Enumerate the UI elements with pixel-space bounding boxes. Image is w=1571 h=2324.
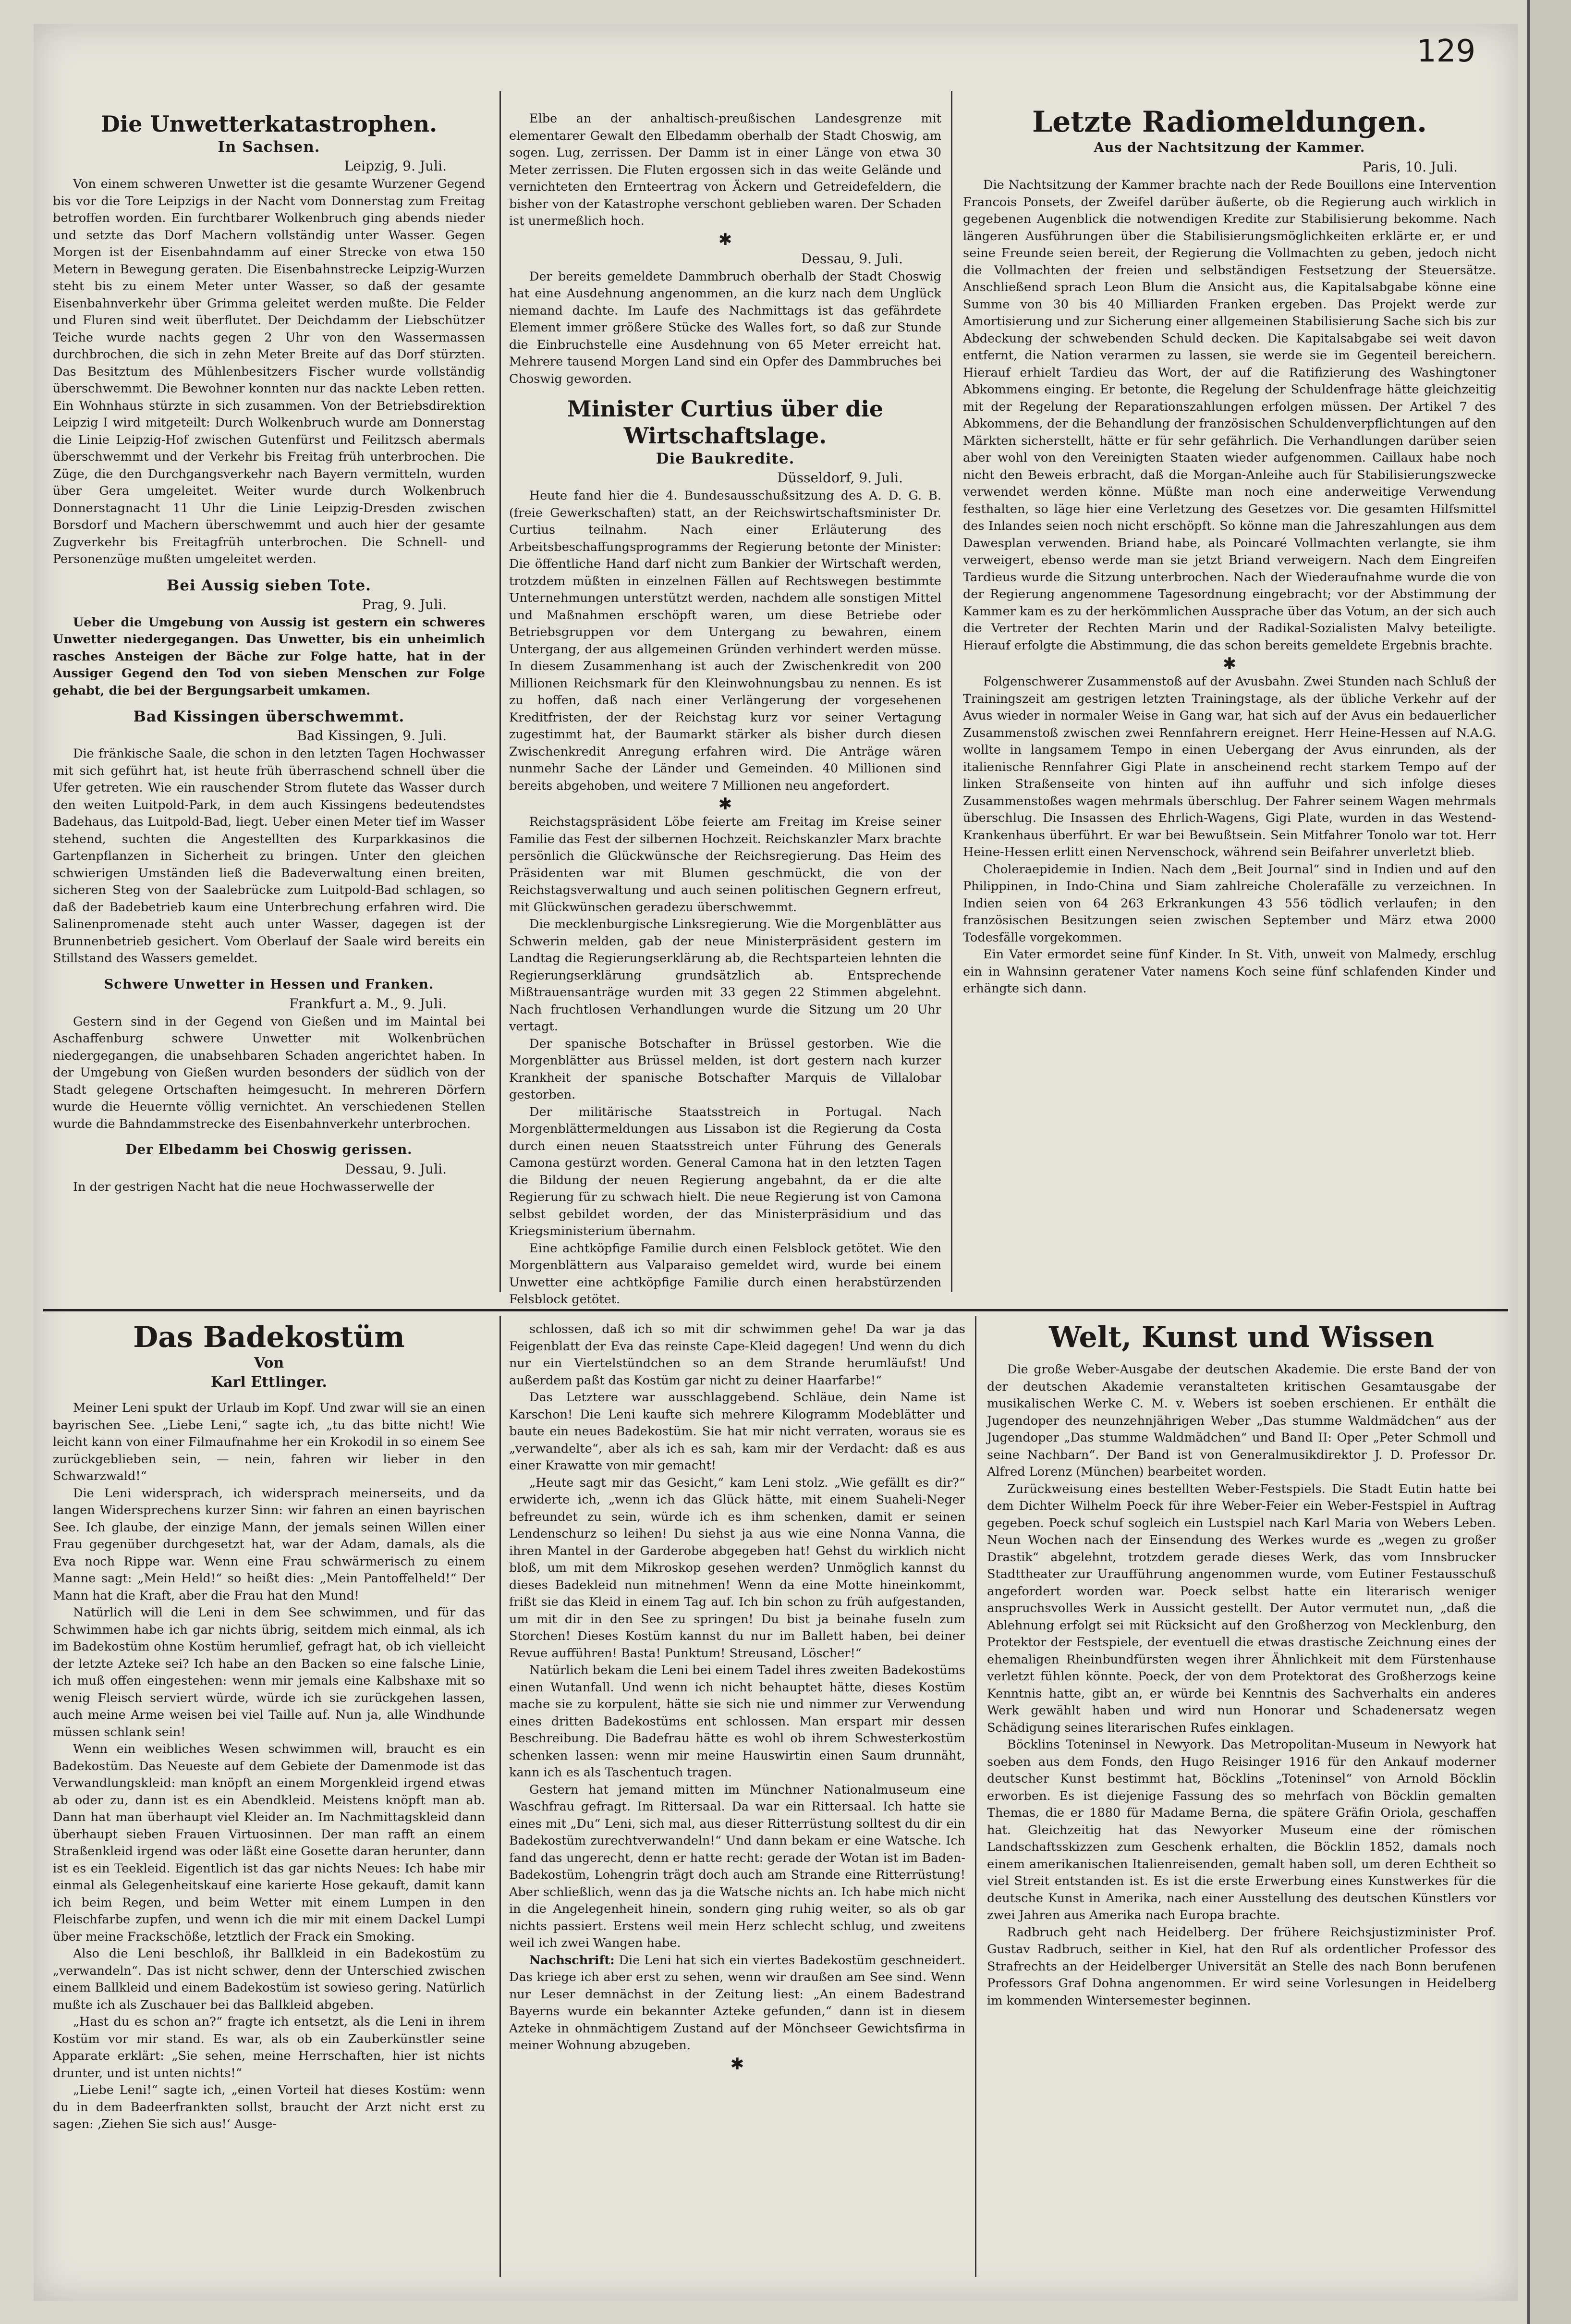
separator-star: ✱ [718,230,732,249]
column-feuilleton-left [53,1321,485,2282]
article-subheading: In Sachsen. [218,138,320,156]
dateline: Bad Kissingen, 9. Juli. [297,728,447,744]
article-heading: Die Unwetterkatastrophen. [100,111,438,137]
separator-star: ✱ [718,795,732,814]
article-paragraph: Der militärische Staatsstreich in Portugal. Nach Morgenblättermeldungen aus Lissabon ist die Regierung da Costa durch einen neuen Staatsstreich unter Führung des Generals Camona gestürzt worden. General Camona hat in den letzten Tagen die Bildung der neuen Regierung angebahnt, da er die alte Regierung für zu schwach hielt. Die neue Regierung ist von Camona selbst gebildet worden, der das Ministerpräsidium und das Kriegsministerium übernahm. [509,1104,941,1238]
article-paragraph: Choleraepidemie in Indien. Nach dem „Beit Journal“ sind in Indien und auf den Philippinen, in Indo-China und Siam zahlreiche Cholerafälle zu verzeichnen. In Indien seien von 64 263 Erkrankungen 43 556 tödlich verlaufen; in den französischen Besitzungen seien zwischen September und März etwa 2000 Todesfälle vorgekommen. [963,862,1496,945]
column-world-art-science [987,1321,1496,2282]
article-paragraph: Das Letztere war ausschlaggebend. Schläue, dein Name ist Karschon! Die Leni kaufte sich mehrere Kilogramm Modeblätter und baute ein neues Badekostüm. Sie hat mir nicht verraten, woraus sie es „verwandelte“, aber als ich es sah, kam mir der Verdacht: daß es aus einer Krawatte von mir gemacht! [509,1390,965,1473]
article-paragraph: Eine achtköpfige Familie durch einen Felsblock getötet. Wie den Morgenblättern aus Valparaiso gemeldet wird, wurde bei einem Unwetter eine achtköpfige Familie durch einen herabstürzenden Felsblock getötet. [509,1241,941,1307]
binding-edge [1527,0,1571,2324]
article-heading: Minister Curtius über die Wirtschaftslage. [567,396,884,449]
article-paragraph: Also die Leni beschloß, ihr Ballkleid in ein Badekostüm zu „verwandeln“. Das ist nicht schwer, denn der Unterschied zwischen einem Ballkleid und einem Badekostüm ist sowieso gering. Natürlich mußte ich als Zuschauer bei das Ballkleid abgeben. [53,1946,485,2012]
column-feuilleton-center [509,1321,965,2282]
newspaper-page [34,24,1518,2301]
article-paragraph: Ein Vater ermordet seine fünf Kinder. In St. Vith, unweit von Malmedy, erschlug ein in Wahnsinn geratener Vater namens Koch seine fünf schlafenden Kinder und erhängte sich dann. [963,947,1496,996]
dateline: Paris, 10. Juli. [1362,159,1458,175]
page-number: 129 [1417,34,1476,69]
article-paragraph: „Hast du es schon an?“ fragte ich entsetzt, als die Leni in ihrem Kostüm vor mir stand. Es war, als ob ein Zauberkünstler seine Apparate erklärt: „Sie sehen, meine Herrschaften, hier ist nichts drunter, und ist unten nichts!“ [53,2015,485,2080]
article-paragraph: Böcklins Toteninsel in Newyork. Das Metropolitan-Museum in Newyork hat soeben aus dem Fonds, den Hugo Reisinger 1916 für den Ankauf moderner deutscher Kunst bestimmt hat, Böcklins „Toteninsel“ von Arnold Böcklin erworben. Es ist diejenige Fassung des so mehrfach von Böcklin gemalten Themas, die er 1880 für Madame Berna, die spätere Gräfin Oriola, geschaffen hat. Gleichzeitig hat das Newyorker Museum eine der römischen Landschaftsskizzen zum Geschenk erhalten, die Böcklin 1852, damals noch einem amerikanischen Italienreisenden, gemalt haben soll, um deren Echtheit so viel Streit entstanden ist. Es ist die erste Erwerbung eines Kunstwerkes für die deutsche Kunst in Amerika, nach einer Ausstellung des deutschen Künstlers vor zwei Jahren aus Amerika nach Europa brachte. [987,1737,1496,1922]
dateline: Dessau, 9. Juli. [345,1161,447,1177]
column-rule [951,91,952,1292]
article-paragraph: Die große Weber-Ausgabe der deutschen Akademie. Die erste Band der von der deutschen Akademie veranstalteten kritischen Gesamtausgabe der musikalischen Werke C. M. v. Webers ist soeben erschienen. Er enthält die Jugendoper des neunzehnjährigen Weber „Das stumme Waldmädchen“ aus der Jugendoper „Das stumme Waldmädchen“ und Band II: Oper „Peter Schmoll und seine Nachbarn“. Der Band ist von Generalmusikdirektor J. D. Professor Dr. Alfred Lorenz (München) bearbeitet worden. [987,1362,1496,1479]
column-rule [499,91,501,1292]
article-heading: Letzte Radiomeldungen. [1032,105,1427,139]
article-paragraph: Von einem schweren Unwetter ist die gesamte Wurzener Gegend bis vor die Tore Leipzigs in der Nacht vom Donnerstag zum Freitag betroffen worden. Ein furchtbarer Wolkenbruch ging abends nieder und setzte das Dorf Machern vollständig unter Wasser. Gegen Morgen ist der Eisenbahndamm auf einer Strecke von etwa 150 Metern in Bewegung geraten. Die Eisenbahnstrecke Leipzig-Wurzen steht bis zu einem Meter unter Wasser, so daß der gesamte Eisenbahnverkehr über Grimma geleitet werden mußte. Die Felder und Fluren sind weit überflutet. Der Deichdamm der Liebschützer Teiche wurde nachts gegen 2 Uhr von den Wassermassen durchbrochen, die sich in zehn Meter Breite auf das Dorf stürzten. Das Besitztum des Mühlenbesitzers Fischer wurde vollständig überschwemmt. Die Bewohner konnten nur das nackte Leben retten. Ein Wohnhaus stürzte in sich zusammen. Von der Betriebsdirektion Leipzig I wird mitgeteilt: Durch Wolkenbruch wurde am Donnerstag die Linie Leipzig-Hof zwischen Gutenfürst und Feilitzsch abermals überschwemmt und der Verkehr bis Freitag früh unterbrochen. Die Züge, die den Durchgangsverkehr nach Bayern vermitteln, wurden über Gera umgeleitet. Weiter wurde durch Wolkenbruch Donnerstagnacht 11 Uhr die Linie Leipzig-Dresden zwischen Borsdorf und Machern überschwemmt und auch hier der gesamte Zugverkehr bis Freitagfrüh unterbrochen. Die Schnell- und Personenzüge mußten umgeleitet werden. [53,177,485,566]
article-subheading: Der Elbedamm bei Choswig gerissen. [125,1142,413,1157]
byline-von: Von [254,1355,284,1371]
article-paragraph: Natürlich bekam die Leni bei einem Tadel ihres zweiten Badekostüms einen Wutanfall. Und wenn ich nicht behauptet hätte, dieses Kostüm mache sie zu korpulent, hätte sie sich nie und nimmer zur Verwendung eines dritten Badekostüms ent schlossen. Man erspart mir dessen Beschreibung. Die Badefrau hätte es wohl ob ihrem Schwesterkostüm schenken lassen: wenn mir meine Hauswirtin einen Saum drunnäht, kann ich es als Taschentuch tragen. [509,1663,965,1780]
article-paragraph: Die mecklenburgische Linksregierung. Wie die Morgenblätter aus Schwerin melden, gab der neue Ministerpräsident gestern im Landtag die Regierungserklärung ab, die Rechtsparteien lehnten die Regierungserklärung grundsätzlich ab. Entsprechende Mißtrauensanträge wurden mit 33 gegen 22 Stimmen abgelehnt. Nach fruchtlosen Verhandlungen wurde die Sitzung um 20 Uhr vertagt. [509,917,941,1034]
article-paragraph: Die fränkische Saale, die schon in den letzten Tagen Hochwasser mit sich geführt hat, ist heute früh überraschend schnell über die Ufer getreten. Wie ein rauschender Strom flutete das Wasser durch den weiten Luitpold-Park, in dem auch Kissingens bedeutendstes Badehaus, das Luitpold-Bad, liegt. Ueber einen Meter tief im Wasser stehend, suchten die Angestellten des Kurparkkasinos die Gartenpflanzen in Sicherheit zu bringen. Unter den gleichen schwierigen Umständen ließ die Badeverwaltung einen breiten, sicheren Steg von der Saalebrücke zum Luitpold-Bad schlagen, so daß der Badebetrieb kaum eine Unterbrechung erfahren wird. Die Salinenpromenade steht auch unter Wasser, dagegen ist der Brunnenbetrieb gesichert. Vom Oberlauf der Saale wird bereits ein Stillstand des Wassers gemeldet. [53,746,485,966]
article-subheading: Aus der Nachtsitzung der Kammer. [1094,140,1365,155]
article-paragraph: Ueber die Umgebung von Aussig ist gestern ein schweres Unwetter niedergegangen. Das Unwetter, bis ein unheimlich rasches Ansteigen der Bäche zur Folge hatte, hat in der Aussiger Gegend den Tod von sieben Menschen zur Folge gehabt, die bei der Bergungsarbeit umkamen. [53,615,485,698]
article-paragraph: Zurückweisung eines bestellten Weber-Festspiels. Die Stadt Eutin hatte bei dem Dichter Wilhelm Poeck für ihre Weber-Feier ein Weber-Festspiel in Auftrag gegeben. Poeck schuf sogleich ein Lustspiel nach Karl Maria von Webers Leben. Neun Wochen nach der Einsendung des Werkes wurde es „wegen zu großer Drastik“ abgelehnt, trotzdem gerade dieses Werk, das vom Innsbrucker Stadttheater zur Uraufführung angenommen wurde, vom Eutiner Festausschuß angefordert worden war. Poeck selbst hatte ein literarisch weniger anspruchsvolles Werk in Aussicht gestellt. Der Autor vermutet nun, „daß die Ablehnung erfolgt sei mit Rücksicht auf den Großherzog von Mecklenburg, den Protektor der Festspiele, der eventuell die etwas drastische Zeichnung eines der ehemaligen Rheinbundfürsten wegen ihrer Ähnlichkeit mit dem Fürstenhause verletzt fühlen könnte. Poeck, der von dem Protektorat des Großherzogs keine Kenntnis hatte, gibt an, er würde bei Kenntnis des Sachverhalts ein anderes Werk gewählt haben und wird nun Honorar und Schadenersatz wegen Schädigung seines literarischen Rufes einklagen. [987,1481,1496,1735]
article-paragraph [509,1952,965,2055]
article-paragraph: Natürlich will die Leni in dem See schwimmen, und für das Schwimmen habe ich gar nichts übrig, seitdem mich einmal, als ich im Badekostüm ohne Kostüm herumlief, gefragt hat, ob ich vielleicht der letzte Azteke sei? Ich habe an den Backen so eine falsche Linie, ich muß offen eingestehen: wenn mir jemals eine Kalbshaxe mit so wenig Fleisch serviert würde, würde ich sie zurückgehen lassen, auch meine Arme weisen bei viel Taille auf. Nun ja, alle Windhunde müssen schlank sein! [53,1605,485,1739]
article-paragraph: Der spanische Botschafter in Brüssel gestorben. Wie die Morgenblätter aus Brüssel melden, ist dort gestern nach kurzer Krankheit der spanische Botschafter Marquis de Villalobar gestorben. [509,1036,941,1102]
column-weather-disasters [53,110,485,1297]
section-rule [43,1309,1508,1311]
article-paragraph: Wenn ein weibliches Wesen schwimmen will, braucht es ein Badekostüm. Das Neueste auf dem Gebiete der Damenmode ist das Verwandlungskleid: man knöpft an einem Morgenkleid irgend etwas ab oder zu, dann ist es ein Abendkleid. Meistens knöpft man ab. Dann hat man überhaupt viel Kleider an. Im Nachmittagskleid dann überhaupt sieben Frauen Virtuosinnen. Der man rafft an einem Straßenkleid irgend was oder läßt eine Gosette daran herunter, dann ist es ein Teekleid. Eigentlich ist das gar nichts Neues: Ich habe mir einmal als Gelegenheitskauf eine karierte Hose gekauft, damit kann ich beim Regen, und beim Wetter mit einem Lumpen in den Fleischfarbe zupfen, und wenn ich die mir mit einem Dackel Lumpi über meine Frackschöße, letztlich der Frack ein Smoking. [53,1742,485,1944]
article-paragraph: Reichstagspräsident Löbe feierte am Freitag im Kreise seiner Familie das Fest der silbernen Hochzeit. Reichskanzler Marx brachte persönlich die Glückwünsche der Reichsregierung. Das Heim des Präsidenten war mit Blumen geschmückt, die von der Reichstagsverwaltung und auch seinen politischen Gegnern erfreut, mit Glückwünschen geradezu überschwemmt. [509,815,941,915]
article-heading: Welt, Kunst und Wissen [1049,1321,1434,1354]
column-rule [975,1316,976,2277]
article-paragraph: schlossen, daß ich so mit dir schwimmen gehe! Da war ja das Feigenblatt der Eva das reinste Cape-Kleid dagegen! Und wenn du dich nur ein Viertelstündchen so an dem Strande herumläufst! Und außerdem paßt das Kostüm gar nicht zu deiner Haarfarbe!“ [509,1322,965,1388]
author-name: Karl Ettlinger. [211,1374,327,1391]
article-subheading: Bad Kissingen überschwemmt. [133,708,405,725]
separator-star: ✱ [1222,654,1237,673]
article-subheading: Die Baukredite. [656,450,795,467]
column-radio-news [963,106,1496,1297]
article-paragraph: Radbruch geht nach Heidelberg. Der frühere Reichsjustizminister Prof. Gustav Radbruch, seither in Kiel, hat den Ruf als ordentlicher Professor des Strafrechts an der Heidelberger Universität an Stelle des nach Bonn berufenen Professors Graf Dohna angenommen. Er wird seine Vorlesungen in Heidelberg im kommenden Wintersemester beginnen. [987,1925,1496,2008]
article-paragraph: Gestern hat jemand mitten im Münchner Nationalmuseum eine Waschfrau gefragt. Im Rittersaal. Da war ein Rittersaal. Ich hatte sie eines mit „Du“ Leni, sich mal, aus dieser Ritterrüstung solltest du dir ein Badekostüm zurechtverwandeln!“ Und dann bekam er eine Watsche. Ich fand das ungerecht, denn er hatte recht: gerade der Wotan ist im Baden-Badekostüm, Lohengrin trägt doch auch am Strande eine Ritterrüstung! Aber schließlich, wenn das ja die Watsche nichts an. Ich habe mich nicht in die Angelegenheit hinein, sondern ging ruhig weiter, so als ob gar nichts passiert. Erstens weil mein Herz schlecht schlug, und zweitens weil ich zwei Wangen habe. [509,1782,965,1950]
dateline: Dessau, 9. Juli. [801,250,903,267]
separator-star: ✱ [730,2054,744,2074]
article-paragraph: Folgenschwerer Zusammenstoß auf der Avusbahn. Zwei Stunden nach Schluß der Trainingszeit am gestrigen letzten Trainingstage, als der übliche Verkehr auf der Avus wieder in normaler Weise in Gang war, hat sich auf der Avus ein bedauerlicher Zusammenstoß zwischen zwei Rennfahrern ereignet. Herr Heine-Hessen auf N.A.G. wollte in langsamem Tempo in einen Uebergang der Avus einrunden, als der italienische Rennfahrer Gigi Plate in anscheinend recht starkem Tempo auf der linken Straßenseite von hinten auf ihn auffuhr und sich infolge dieses Zusammenstoßes wagen mehrmals überschlug. Der Fahrer seinem Wagen mehrmals überschlug. Die Insassen des Ehrlich-Wagens, Gigi Plate, wurden in das Westend-Krankenhaus überführt. Er war bei Bewußtsein. Sein Mitfahrer Tonolo war tot. Herr Heine-Hessen erlitt einen Nervenschock, während sein Beifahrer unverletzt blieb. [963,674,1496,859]
dateline: Frankfurt a. M., 9. Juli. [289,995,447,1012]
article-paragraph: Die Leni widersprach, ich widersprach meinerseits, und da langen Widersprechens kurzer Sinn: wir fahren an einen bayrischen See. Ich glaube, der einzige Mann, der jemals seinen Willen einer Frau gegenüber durchgesetzt hat, war der Adam, damals, als die Eva noch Rippe war. Wenn eine Frau schwärmerisch zu einem Manne sagt: „Mein Held!“ so heißt dies: „Mein Pantoffelheld!“ Der Mann hat die Kraft, aber die Frau hat den Mund! [53,1486,485,1603]
article-paragraph: Gestern sind in der Gegend von Gießen und im Maintal bei Aschaffenburg schwere Unwetter mit Wolkenbrüchen niedergegangen, die unabsehbaren Schaden angerichtet haben. In der Umgebung von Gießen wurden besonders der südlich von der Stadt gelegene Ortschaften heimgesucht. In mehreren Dörfern wurde die Heuernte völlig vernichtet. An verschiedenen Stellen wurde die Bahndammstrecke des Eisenbahnverkehr unterbrochen. [53,1014,485,1131]
article-paragraph: Meiner Leni spukt der Urlaub im Kopf. Und zwar will sie an einen bayrischen See. „Liebe Leni,“ sagte ich, „tu das bitte nicht! Wie leicht kann von einer Filmaufnahme her ein Krokodil in so einem See zurückgeblieben sein, — nein, fahren wir lieber in den Schwarzwald!“ [53,1401,485,1483]
article-paragraph: „Liebe Leni!“ sagte ich, „einen Vorteil hat dieses Kostüm: wenn du in dem Badeerfrankten sollst, braucht der Arzt nicht erst zu sagen: ‚Ziehen Sie sich aus!‘ Ausge- [53,2083,485,2131]
article-subheading: Bei Aussig sieben Tote. [167,576,371,594]
dateline: Prag, 9. Juli. [362,596,447,612]
column-news-center [509,110,941,1307]
dateline: Leipzig, 9. Juli. [344,158,447,174]
article-paragraph: „Heute sagt mir das Gesicht,“ kam Leni stolz. „Wie gefällt es dir?“ erwiderte ich, „wenn ich das Glück hätte, mit einem Suaheli-Neger befreundet zu sein, würde ich es ihm schenken, damit er seinen Lendenschurz so leihen! Du siehst ja aus wie eine Nonna Vanna, die ihren Mantel in der Garderobe abgegeben hat! Gehst du wirklich nicht bloß, um mit dem Mikroskop gesehen werden? Unmöglich kannst du dieses Badekleid nun mitnehmen! Wenn da eine Motte hineinkommt, frißt sie das Kleid in einem Tag auf. Ich bin schon zu früh aufgestanden, um mit dir in den See zu springen! Du bist ja beinahe fuseln zum Storchen! Dieses Kostüm kannst du nur im Ballett haben, bei deiner Revue aufführen! Basta! Punktum! Streusand, Löscher!“ [509,1475,965,1661]
article-paragraph: In der gestrigen Nacht hat die neue Hochwasserwelle der [73,1180,434,1194]
column-rule [499,1316,501,2277]
postscript-label: Nachschrift: [529,1953,615,1968]
article-paragraph: Heute fand hier die 4. Bundesausschußsitzung des A. D. G. B. (freie Gewerkschaften) statt, an der Reichswirtschaftsminister Dr. Curtius teilnahm. Nach einer Erläuterung des Arbeitsbeschaffungsprogramms der Regierung betonte der Minister: Die öffentliche Hand darf nicht zum Bankier der Wirtschaft werden, trotzdem müßten in einzelnen Fällen auf Rechtswegen bestimmte Unternehmungen unterstützt werden, nachdem alle sonstigen Mittel und Maßnahmen erschöpft waren, um diese Betriebe oder Betriebsgruppen vor dem Untergang zu bewahren, einem Untergang, der aus allgemeinen Gründen verhindert werden müsse. In diesem Zusammenhang ist auch der Zwischenkredit von 200 Millionen Reichsmark für den Kleinwohnungsbau zu nennen. Es ist zu hoffen, daß nach einer Verlängerung der vorgesehenen Kreditfristen, der der Reichstag kurz vor seiner Vertagung zugestimmt hat, der Baumarkt stärker als bisher durch diesen Zwischenkredit Anregung erfahren wird. Die Anträge wären nunmehr Sache der Länder und Gemeinden. 40 Millionen sind bereits abgehoben, und weitere 7 Millionen neu angefordert. [509,489,941,793]
article-paragraph: Der bereits gemeldete Dammbruch oberhalb der Stadt Choswig hat eine Ausdehnung angenommen, an die kurz nach dem Unglück niemand dachte. Im Laufe des Nachmittags ist das gefährdete Element immer größere Stücke des Walles fort, so daß zur Stunde die Einbruchstelle eine Ausdehnung von 65 Meter erreicht hat. Mehrere tausend Morgen Land sind ein Opfer des Dammbruches bei Choswig geworden. [509,269,941,386]
postscript-text: Die Leni hat sich ein viertes Badekostüm geschneidert. Das kriege ich aber erst zu sehen, wenn wir draußen am See sind. Wenn nur Leser demnächst in der Zeitung liest: „An einem Badestrand Bayerns wurde ein bekannter Azteke gefunden,“ dann ist in diesem Azteke in ohnmächtigem Zustand auf der Mönchseer Gewichtsfirma in meiner Wohnung abzugeben. [509,1953,966,2053]
article-subheading: Schwere Unwetter in Hessen und Franken. [104,977,434,992]
article-paragraph: Elbe an der anhaltisch-preußischen Landesgrenze mit elementarer Gewalt den Elbedamm oberhalb der Stadt Choswig, am sogen. Lug, zerrissen. Der Damm ist in einer Länge von etwa 30 Meter zerrissen. Die Fluten ergossen sich in das weite Gelände und vernichteten den Ernteertrag von Äckern und Getreidefeldern, die bisher von der Katastrophe verschont geblieben waren. Der Schaden ist unermeßlich hoch. [509,111,941,228]
dateline: Düsseldorf, 9. Juli. [777,470,903,486]
article-paragraph: Die Nachtsitzung der Kammer brachte nach der Rede Bouillons eine Intervention Francois Ponsets, der Zweifel darüber äußerte, ob die Regierung auch wirklich in gegebenen Augenblick die notwendigen Kredite zur Stabilisierung bekomme. Nach längeren Ausführungen über die Stabilisierungsmöglichkeiten erklärte er, er und seine Freunde seien bereit, der Regierung die Vollmachten zu geben, jedoch nicht die Vollmachten der freien und selbständigen Festsetzung der Steuersätze. Anschließend sprach Leon Blum die Ansicht aus, die Kapitalsabgabe könne eine Summe von 30 bis 40 Milliarden Franken ergeben. Das Projekt werde zur Amortisierung und zur Sicherung einer allgemeinen Stabilisierung Sache sich bis zur Abdeckung der schwebenden Schuld decken. Die Kapitalsabgabe sei weit davon entfernt, die Nation verarmen zu lassen, sie werde sie im Gegenteil bereichern. Hierauf erhielt Tardieu das Wort, der auf die Ratifizierung des Washingtoner Abkommens einging. Er betonte, die Regelung der Schuldenfrage hätte gleichzeitig mit der Regelung der Reparationszahlungen erfolgen müssen. Der Artikel 7 des Abkommens, der die Behandlung der französischen Schuldenverpflichtungen auf den Märkten sicherstellt, hätte er für sehr gefährlich. Die Verhandlungen darüber seien aber wohl von den Vereinigten Staaten wieder aufgenommen. Caillaux habe noch nicht den Beweis erbracht, daß die Morgan-Anleihe auch für Stabilisierungszwecke verwendet werden könne. Müßte man noch eine anderweitige Verwendung festhalten, so läge hier eine Verletzung des Gesetzes vor. Die gesamten Hilfsmittel des Inlandes seien noch nicht erschöpft. So könne man die Jahreszahlungen aus dem Dawesplan verwenden. Briand habe, als Poincaré Vollmachten verlangte, sie ihm verweigert, ebenso werde man sie jetzt Briand verweigern. Nach dem Eingreifen Tardieus wurde die Sitzung unterbrochen. Nach der Wiederaufnahme wurde die von der Regierung angenommene Tagesordnung eingebracht; vor der Abstimmung der Kammer kam es zu der herkömmlichen Aussprache über das Votum, an der sich auch die Vertreter der Rechten Marin und der Radikal-Sozialisten Malvy beteiligte. Hierauf erfolgte die Abstimmung, die das schon bereits gemeldete Ergebnis brachte. [963,178,1496,653]
article-heading: Das Badekostüm [133,1321,405,1354]
